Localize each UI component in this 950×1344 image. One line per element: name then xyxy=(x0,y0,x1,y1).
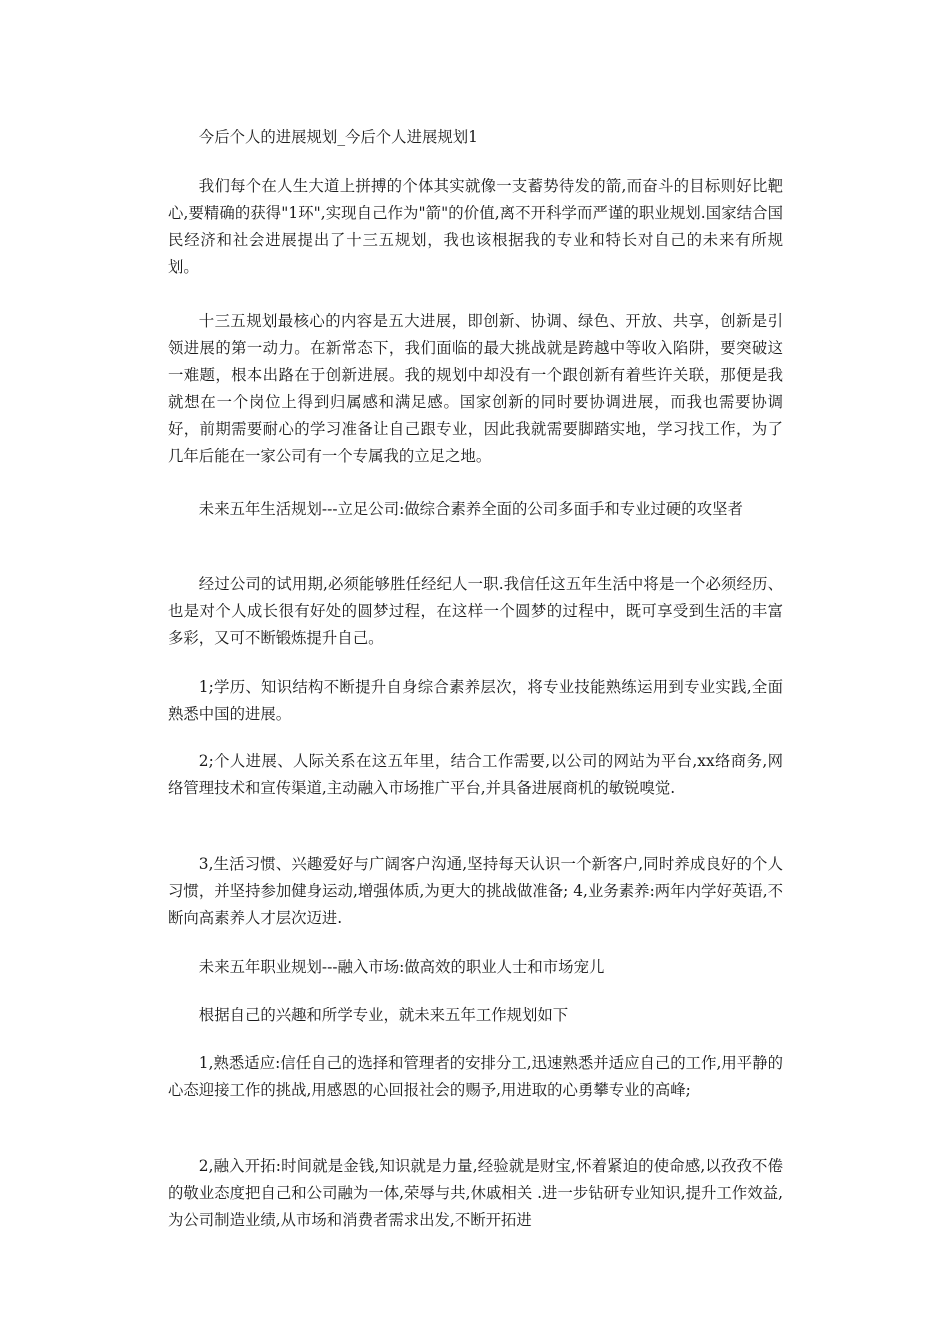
document-title: 今后个人的进展规划_今后个人进展规划1 xyxy=(198,128,478,146)
list-item-2: 2;个人进展、人际关系在这五年里，结合工作需要,以公司的网站为平台,xx络商务,网络管理技术和宣传渠道,主动融入市场推广平台,并具备进展商机的敏锐嗅觉. xyxy=(168,752,783,797)
list-item-1: 1;学历、知识结构不断提升自身综合素养层次，将专业技能熟练运用到专业实践,全面熟悉中国的进展。 xyxy=(168,678,783,723)
paragraph-4: 根据自己的兴趣和所学专业，就未来五年工作规划如下 xyxy=(198,1006,569,1024)
paragraph-3: 经过公司的试用期,必须能够胜任经纪人一职.我信任这五年生活中将是一个必须经历、也是对个人成长很有好处的圆梦过程，在这样一个圆梦的过程中，既可享受到生活的丰富多彩，又可不断锻炼提升自己。 xyxy=(168,575,783,647)
section-heading-life-plan: 未来五年生活规划---立足公司:做综合素养全面的公司多面手和专业过硬的攻坚者 xyxy=(198,500,743,518)
paragraph-2: 十三五规划最核心的内容是五大进展，即创新、协调、绿色、开放、共享，创新是引领进展的第一动力。在新常态下，我们面临的最大挑战就是跨越中等收入陷阱，要突破这一难题，根本出路在于创新进展。我的规划中却没有一个跟创新有着些许关联，那便是我就想在一个岗位上得到归属感和满足感。国家创新的同时要协调进展，而我也需要协调好，前期需要耐心的学习准备让自己跟专业，因此我就需要脚踏实地，学习找工作，为了几年后能在一家公司有一个专属我的立足之地。 xyxy=(168,312,783,465)
work-item-2: 2,融入开拓:时间就是金钱,知识就是力量,经验就是财宝,怀着紧迫的使命感,以孜孜不倦的敬业态度把自己和公司融为一体,荣辱与共,休戚相关 .进一步钻研专业知识,提升工作效益,为公司制造业绩,从市场和消费者需求出发,不断开拓进 xyxy=(168,1157,783,1229)
list-item-3: 3,生活习惯、兴趣爱好与广阔客户沟通,坚持每天认识一个新客户,同时养成良好的个人习惯，并坚持参加健身运动,增强体质,为更大的挑战做准备; 4,业务素养:两年内学好英语,不断向高素养人才层次迈进. xyxy=(168,855,783,927)
paragraph-1: 我们每个在人生大道上拼搏的个体其实就像一支蓄势待发的箭,而奋斗的目标则好比靶心,要精确的获得"1环",实现自己作为"箭"的价值,离不开科学而严谨的职业规划.国家结合国民经济和社会进展提出了十三五规划，我也该根据我的专业和特长对自己的未来有所规划。 xyxy=(168,177,783,276)
section-heading-career-plan: 未来五年职业规划---融入市场:做高效的职业人士和市场宠儿 xyxy=(198,958,605,976)
work-item-1: 1,熟悉适应:信任自己的选择和管理者的安排分工,迅速熟悉并适应自己的工作,用平静的心态迎接工作的挑战,用感恩的心回报社会的赐予,用进取的心勇攀专业的高峰; xyxy=(168,1054,783,1099)
